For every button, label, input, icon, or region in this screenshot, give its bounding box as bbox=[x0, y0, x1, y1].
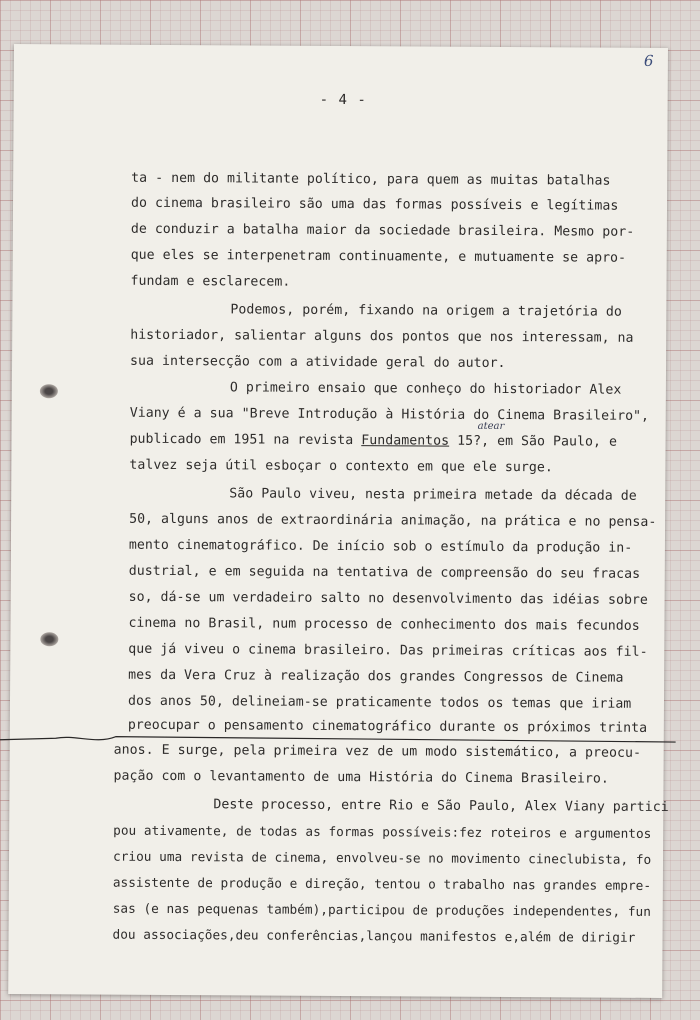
punch-hole-bottom bbox=[40, 632, 58, 646]
text-line: Podemos, porém, fixando na origem a trajetória do bbox=[230, 302, 622, 320]
text-line: anos. E surge, pela primeira vez de um modo sistemático, a preocu- bbox=[113, 742, 642, 761]
text-line: preocupar o pensamento cinematográfico durante os próximos trinta bbox=[127, 717, 648, 736]
text-line: assistente de produção e direção, tentou o trabalho nas grandes empre- bbox=[112, 874, 652, 893]
text-line: sua intersecção com a atividade geral do autor. bbox=[130, 353, 506, 372]
text-line: cinema no Brasil, num processo de conhecimento dos mais fecundos bbox=[128, 615, 640, 634]
text-line: pou ativamente, de todas as formas possíveis:fez roteiros e argumentos bbox=[113, 822, 652, 841]
text-line: talvez seja útil esboçar o contexto em que ele surge. bbox=[129, 457, 553, 476]
typewritten-page bbox=[8, 44, 668, 998]
text-line: Viany é a sua "Breve Introdução à História do Cinema Brasileiro", bbox=[129, 405, 650, 424]
text-line: Deste processo, entre Rio e São Paulo, Alex Viany partici bbox=[213, 797, 669, 816]
text-line: dos anos 50, delineiam-se praticamente todos os temas que iriam bbox=[127, 693, 632, 712]
text-line: historiador, salientar alguns dos pontos que nos interessam, na bbox=[130, 327, 634, 346]
text-line: sas (e nas pequenas também),participou de produções independentes, fun bbox=[112, 900, 651, 919]
page-number: - 4 - bbox=[319, 91, 367, 109]
handwritten-annotation: atear bbox=[477, 420, 505, 433]
handwritten-page-mark: 6 bbox=[643, 51, 654, 70]
text-segment: publicado em 1951 na revista bbox=[129, 431, 362, 449]
text-line: do cinema brasileiro são uma das formas possíveis e legítimas bbox=[130, 195, 619, 214]
text-segment: 15?, em São Paulo, e bbox=[449, 433, 617, 450]
text-line: dustrial, e em seguida na tentativa de compreensão do seu fracas bbox=[128, 563, 641, 582]
text-line: São Paulo viveu, nesta primeira metade da década de bbox=[229, 486, 637, 504]
text-line: mes da Vera Cruz à realização dos grandes Congressos de Cinema bbox=[128, 667, 624, 686]
magazine-title: Fundamentos bbox=[361, 433, 450, 449]
text-line bbox=[130, 432, 617, 450]
text-line: de conduzir a batalha maior da sociedade brasileira. Mesmo por- bbox=[130, 221, 635, 240]
text-line: 50, alguns anos de extraordinária animação, na prática e no pensa- bbox=[129, 511, 657, 530]
text-line: O primeiro ensaio que conheço do historiador Alex bbox=[229, 380, 622, 398]
text-line: so, dá-se um verdadeiro salto no desenvolvimento das idéias sobre bbox=[128, 589, 648, 608]
punch-hole-top bbox=[40, 384, 58, 398]
text-line: criou uma revista de cinema, envolveu-se no movimento cineclubista, fo bbox=[112, 848, 652, 867]
text-line: que eles se interpenetram continuamente, e mutuamente se apro- bbox=[130, 247, 627, 266]
text-line: que já viveu o cinema brasileiro. Das primeiras críticas aos fil- bbox=[128, 641, 648, 660]
text-line: ta - nem do militante político, para quem as muitas batalhas bbox=[131, 170, 611, 189]
text-line: dou associações,deu conferências,lançou manifestos e,além de dirigir bbox=[112, 926, 636, 945]
text-line: pação com o levantamento de uma História do Cinema Brasileiro. bbox=[113, 768, 609, 787]
text-line: fundam e esclarecem. bbox=[130, 273, 291, 290]
text-line: mento cinematográfico. De início sob o estímulo da produção in- bbox=[128, 537, 633, 556]
